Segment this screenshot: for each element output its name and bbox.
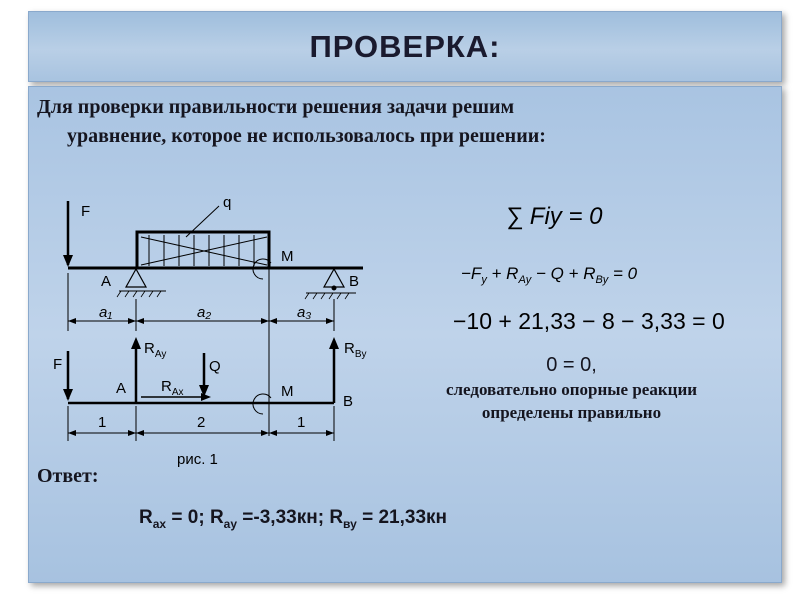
support-a — [126, 269, 146, 287]
label-a3: a₃ — [297, 304, 312, 321]
rby-sub: ву — [343, 516, 357, 531]
label-m-top: M — [281, 248, 294, 265]
equation-symbolic: $-F_y + R_{Ay} - Q + R_{By} = 0$ — [461, 264, 638, 286]
content-panel — [28, 86, 782, 583]
page-title: ПРОВЕРКА: — [309, 28, 501, 64]
label-q-bottom: Q — [209, 358, 221, 375]
result-block — [399, 352, 744, 424]
rax-value: = 0; — [166, 507, 205, 528]
label-b-bottom: B — [343, 393, 354, 410]
label-rby: $R_{By}$ — [344, 340, 367, 360]
rax-sub: ax — [152, 516, 167, 531]
conclusion-line-2: определены правильно — [481, 403, 662, 422]
answer-label: Ответ: — [37, 465, 99, 487]
label-dim-1: 1 — [98, 414, 107, 431]
label-m-bottom: M — [281, 383, 294, 400]
ray-sub: ay — [223, 516, 238, 531]
rax-label: R — [139, 507, 153, 528]
rby-value: = 21,33кн — [356, 507, 447, 528]
label-q: q — [223, 194, 232, 211]
label-a2: a₂ — [197, 304, 212, 321]
result-zero: 0 = 0, — [546, 354, 597, 376]
equation-sum: ∑ Fiy = 0 — [506, 203, 603, 230]
label-b-top: B — [349, 273, 360, 290]
distributed-load — [137, 232, 269, 268]
rby-label: R — [329, 507, 344, 528]
figure-caption: рис. 1 — [177, 451, 218, 468]
label-a-top: A — [101, 273, 112, 290]
label-dim-2: 2 — [197, 414, 206, 431]
ray-value: =-3,33кн; — [237, 507, 325, 528]
equation-numeric: −10 + 21,33 − 8 − 3,33 = 0 — [453, 308, 725, 334]
title-bar — [28, 11, 782, 82]
support-b — [324, 269, 344, 287]
label-a1: a₁ — [99, 304, 113, 321]
answer-values — [139, 507, 447, 531]
label-rax: $R_{Ax}$ — [161, 378, 184, 398]
label-dim-3: 1 — [297, 414, 306, 431]
label-f-top: F — [81, 203, 91, 220]
label-ray: $R_{Ay}$ — [144, 340, 167, 360]
label-f-bottom: F — [53, 356, 63, 373]
label-a-bottom: A — [116, 380, 127, 397]
intro-line-2: уравнение, которое не использовалось при решении: — [67, 125, 546, 147]
intro-line-1: Для проверки правильности решения задачи решим — [37, 96, 515, 118]
conclusion-line-1: следовательно опорные реакции — [445, 380, 698, 399]
ray-label: R — [209, 507, 224, 528]
